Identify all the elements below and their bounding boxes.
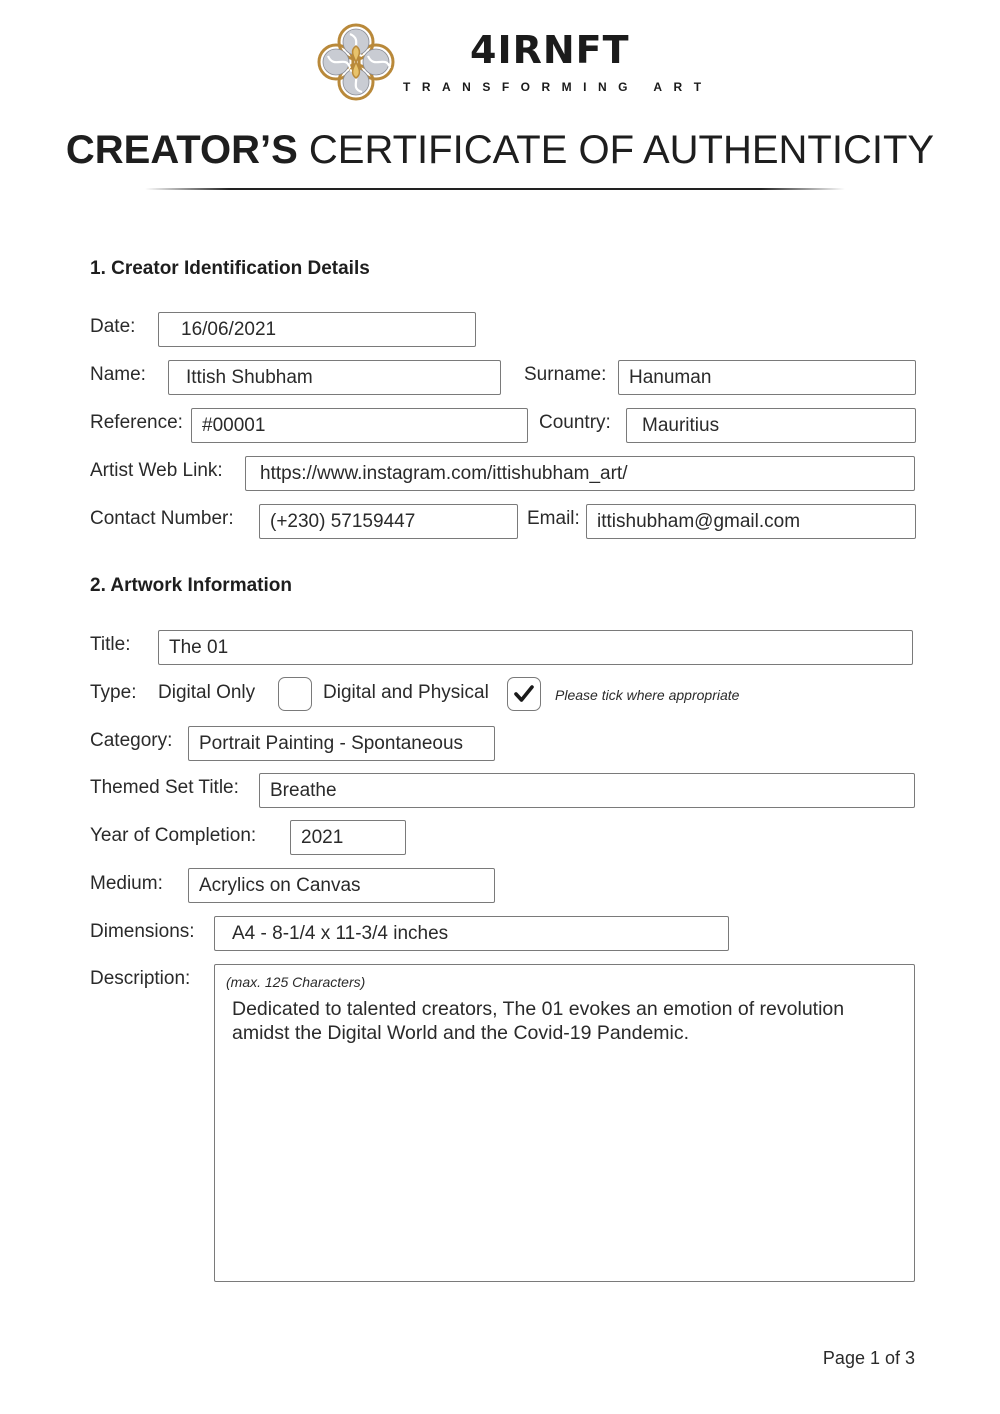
digital-only-checkbox[interactable] <box>278 677 312 711</box>
medium-label: Medium: <box>90 873 163 894</box>
logo-emblem <box>316 22 396 102</box>
type-option-digital-physical-label: Digital and Physical <box>323 682 489 703</box>
checkmark-icon <box>507 677 541 711</box>
dimensions-label: Dimensions: <box>90 921 195 942</box>
section-artwork-heading: 2. Artwork Information <box>90 575 292 596</box>
section-creator-heading: 1. Creator Identification Details <box>90 258 370 279</box>
certificate-title <box>0 128 1000 173</box>
page-number: Page 1 of 3 <box>822 1348 915 1368</box>
type-hint: Please tick where appropriate <box>555 687 740 703</box>
description-text: Dedicated to talented creators, The 01 evokes an emotion of revolution amidst the Digital World and the Covid-19 Pandemic. <box>232 998 845 1044</box>
email-field[interactable]: ittishubham@gmail.com <box>586 504 916 539</box>
contact-field[interactable]: (+230) 57159447 <box>259 504 518 539</box>
medium-field[interactable]: Acrylics on Canvas <box>188 868 495 903</box>
certificate-title-bold: CREATOR’S <box>65 128 298 172</box>
category-field[interactable]: Portrait Painting - Spontaneous <box>188 726 495 761</box>
digital-physical-checkbox[interactable] <box>507 677 541 711</box>
certificate-title-rest: CERTIFICATE OF AUTHENTICITY <box>297 128 935 172</box>
contact-label: Contact Number: <box>90 508 234 529</box>
name-field[interactable]: Ittish Shubham <box>168 360 501 395</box>
description-label: Description: <box>90 968 191 989</box>
type-label: Type: <box>90 682 137 703</box>
email-label: Email: <box>527 508 580 529</box>
title-label: Title: <box>90 634 131 655</box>
category-label: Category: <box>90 730 173 751</box>
surname-field[interactable]: Hanuman <box>618 360 916 395</box>
country-field[interactable]: Mauritius <box>626 408 916 443</box>
brand-tagline: TRANSFORMING ART <box>403 80 713 94</box>
themed-set-label: Themed Set Title: <box>90 777 239 798</box>
surname-label: Surname: <box>524 364 607 385</box>
weblink-label: Artist Web Link: <box>90 460 223 481</box>
name-label: Name: <box>90 364 146 385</box>
country-label: Country: <box>539 412 611 433</box>
themed-set-field[interactable]: Breathe <box>259 773 915 808</box>
date-field[interactable]: 16/06/2021 <box>158 312 476 347</box>
title-field[interactable]: The 01 <box>158 630 913 665</box>
title-divider <box>145 188 845 190</box>
dimensions-field[interactable]: A4 - 8-1/4 x 11-3/4 inches <box>214 916 729 951</box>
weblink-field[interactable]: https://www.instagram.com/ittishubham_art/ <box>245 456 915 491</box>
date-label: Date: <box>90 316 136 337</box>
reference-field[interactable]: #00001 <box>191 408 528 443</box>
reference-label: Reference: <box>90 412 183 433</box>
brand-name: 4IRNFT <box>470 28 630 72</box>
description-hint: (max. 125 Characters) <box>226 974 366 990</box>
type-option-digital-only-label: Digital Only <box>158 682 256 703</box>
year-field[interactable]: 2021 <box>290 820 406 855</box>
description-field[interactable] <box>214 964 915 1282</box>
year-label: Year of Completion: <box>90 825 257 846</box>
